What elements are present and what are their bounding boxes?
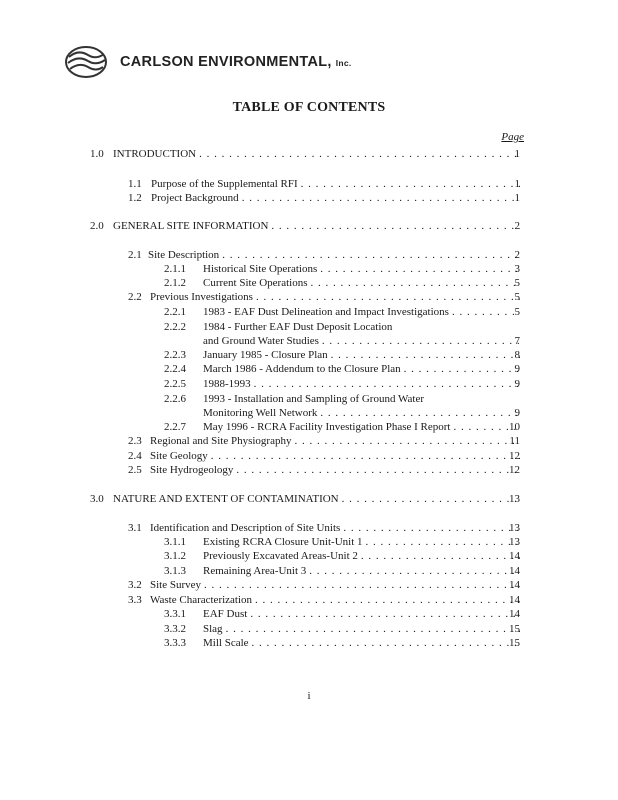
toc-entry-page: 14 <box>506 578 520 592</box>
toc-entry-page: 14 <box>506 593 520 607</box>
toc-entry-page: 5 <box>510 290 520 304</box>
company-suffix: Inc. <box>335 58 352 68</box>
toc-entry-page: 7 <box>510 334 520 348</box>
toc-entry-page: 15 <box>506 636 520 650</box>
toc-number: 3.1.2 <box>164 550 186 562</box>
toc-number: 3.1.1 <box>164 536 186 548</box>
toc-number: 2.2.5 <box>164 378 186 390</box>
toc-entry-text: 1984 - Further EAF Dust Deposit Location <box>203 321 393 333</box>
toc-entry-text: Previous Investigations <box>150 290 256 304</box>
toc-entry <box>148 248 520 262</box>
toc-entry-page: 9 <box>510 406 520 420</box>
toc-entry-text: Previously Excavated Areas-Unit 2 <box>203 549 361 563</box>
toc-entry-page: 5 <box>510 305 520 319</box>
toc-entry-page: 10 <box>506 420 520 434</box>
page-column-label: Page <box>501 131 524 143</box>
toc-entry-page: 13 <box>506 521 520 535</box>
toc-entry-text: Project Background <box>151 191 242 205</box>
toc-entry-page: 9 <box>510 362 520 376</box>
toc-number: 2.2.3 <box>164 349 186 361</box>
toc-number: 3.0 <box>90 493 104 505</box>
toc-entry <box>150 463 520 477</box>
toc-number: 3.2 <box>128 579 142 591</box>
toc-entry-text: May 1996 - RCRA Facility Investigation Phase I Report <box>203 420 453 434</box>
toc-entry <box>203 549 520 563</box>
toc-entry <box>203 636 520 650</box>
toc-entry-page: 5 <box>510 276 520 290</box>
toc-number: 2.1.1 <box>164 263 186 275</box>
toc-entry-text: Historical Site Operations <box>203 262 320 276</box>
toc-entry-text: NATURE AND EXTENT OF CONTAMINATION <box>113 492 342 506</box>
toc-entry <box>203 622 520 636</box>
toc-entry-page: 12 <box>506 449 520 463</box>
toc-entry-text: 1988-1993 <box>203 377 254 391</box>
toc-entry-page: 9 <box>510 377 520 391</box>
toc-number: 2.3 <box>128 435 142 447</box>
toc-entry-page: 1 <box>510 177 520 191</box>
toc-entry-page: 2 <box>510 248 520 262</box>
toc-entry-continuation: and Ground Water Studies <box>203 334 322 348</box>
company-name <box>120 54 352 70</box>
toc-entry-page: 1 <box>510 147 520 161</box>
toc-entry <box>203 377 520 391</box>
toc-entry-text: Purpose of the Supplemental RFI <box>151 177 301 191</box>
toc-entry-page: 13 <box>506 492 520 506</box>
toc-number: 2.2.1 <box>164 306 186 318</box>
toc-entry-page: 15 <box>506 622 520 636</box>
toc-number: 3.3.3 <box>164 637 186 649</box>
toc-number: 2.1.2 <box>164 277 186 289</box>
toc-entry <box>203 564 520 578</box>
toc-entry-text: 1983 - EAF Dust Delineation and Impact Investigations <box>203 305 452 319</box>
toc-entry-text: Current Site Operations <box>203 276 310 290</box>
toc-number: 2.1 <box>128 249 142 261</box>
toc-number: 2.2.2 <box>164 321 186 333</box>
toc-entry-text: January 1985 - Closure Plan <box>203 348 331 362</box>
toc-number: 1.0 <box>90 148 104 160</box>
toc-number: 3.1 <box>128 522 142 534</box>
toc-entry <box>150 578 520 592</box>
toc-entry-page: 3 <box>510 262 520 276</box>
toc-entry <box>203 607 520 621</box>
toc-entry-page: 12 <box>506 463 520 477</box>
toc-entry <box>150 593 520 607</box>
toc-entry <box>203 362 520 376</box>
company-logo-icon <box>64 45 108 79</box>
toc-entry <box>151 177 520 191</box>
toc-entry <box>203 406 520 420</box>
toc-number: 3.3.1 <box>164 608 186 620</box>
toc-number: 2.2.6 <box>164 393 186 405</box>
toc-entry-text: Remaining Area-Unit 3 <box>203 564 309 578</box>
toc-entry-text: INTRODUCTION <box>113 147 199 161</box>
toc-entry-page: 14 <box>506 549 520 563</box>
toc-entry <box>150 290 520 304</box>
page-title: TABLE OF CONTENTS <box>232 100 386 115</box>
toc-entry <box>113 492 520 506</box>
toc-entry-text: 1993 - Installation and Sampling of Ground Water <box>203 393 425 405</box>
footer-page-number: i <box>307 690 311 702</box>
toc-entry-text: Waste Characterization <box>150 593 255 607</box>
toc-entry-text: Site Geology <box>150 449 211 463</box>
toc-entry-text: Mill Scale <box>203 636 252 650</box>
toc-entry-text: EAF Dust <box>203 607 250 621</box>
toc-entry-text: Regional and Site Physiography <box>150 434 294 448</box>
toc-entry-page: 14 <box>506 564 520 578</box>
toc-number: 2.5 <box>128 464 142 476</box>
toc-number: 2.0 <box>90 220 104 232</box>
toc-entry-page: 8 <box>510 348 520 362</box>
toc-entry <box>203 305 520 319</box>
toc-entry <box>203 276 520 290</box>
toc-entry-text: Site Hydrogeology <box>150 463 236 477</box>
toc-entry-text: Site Survey <box>150 578 204 592</box>
toc-number: 3.3.2 <box>164 623 186 635</box>
toc-entry-text: March 1986 - Addendum to the Closure Plan <box>203 362 404 376</box>
toc-number: 3.1.3 <box>164 565 186 577</box>
toc-entry <box>113 219 520 233</box>
toc-entry <box>150 449 520 463</box>
toc-entry <box>203 420 520 434</box>
toc-entry <box>151 191 520 205</box>
toc-entry-page: 1 <box>510 191 520 205</box>
toc-number: 1.1 <box>128 178 142 190</box>
toc-entry <box>150 521 520 535</box>
toc-entry <box>150 434 520 448</box>
company-name-text: CARLSON ENVIRONMENTAL, <box>120 54 332 70</box>
toc-number: 2.2 <box>128 291 142 303</box>
toc-entry-text: GENERAL SITE INFORMATION <box>113 219 271 233</box>
toc-entry-continuation: Monitoring Well Network <box>203 406 320 420</box>
toc-number: 3.3 <box>128 594 142 606</box>
toc-number: 1.2 <box>128 192 142 204</box>
toc-entry <box>203 535 520 549</box>
toc-entry <box>203 348 520 362</box>
toc-entry-page: 2 <box>510 219 520 233</box>
toc-number: 2.4 <box>128 450 142 462</box>
toc-number: 2.2.4 <box>164 363 186 375</box>
toc-entry <box>203 262 520 276</box>
toc-entry-page: 14 <box>506 607 520 621</box>
toc-entry <box>113 147 520 161</box>
toc-number: 2.2.7 <box>164 421 186 433</box>
toc-entry-page: 11 <box>506 434 520 448</box>
toc-entry-page: 13 <box>506 535 520 549</box>
toc-entry-text: Slag <box>203 622 226 636</box>
toc-entry-text: Existing RCRA Closure Unit-Unit 1 <box>203 535 366 549</box>
toc-entry-text: Site Description <box>148 248 222 262</box>
toc-entry-text: Identification and Description of Site Units <box>150 521 343 535</box>
toc-entry <box>203 334 520 348</box>
